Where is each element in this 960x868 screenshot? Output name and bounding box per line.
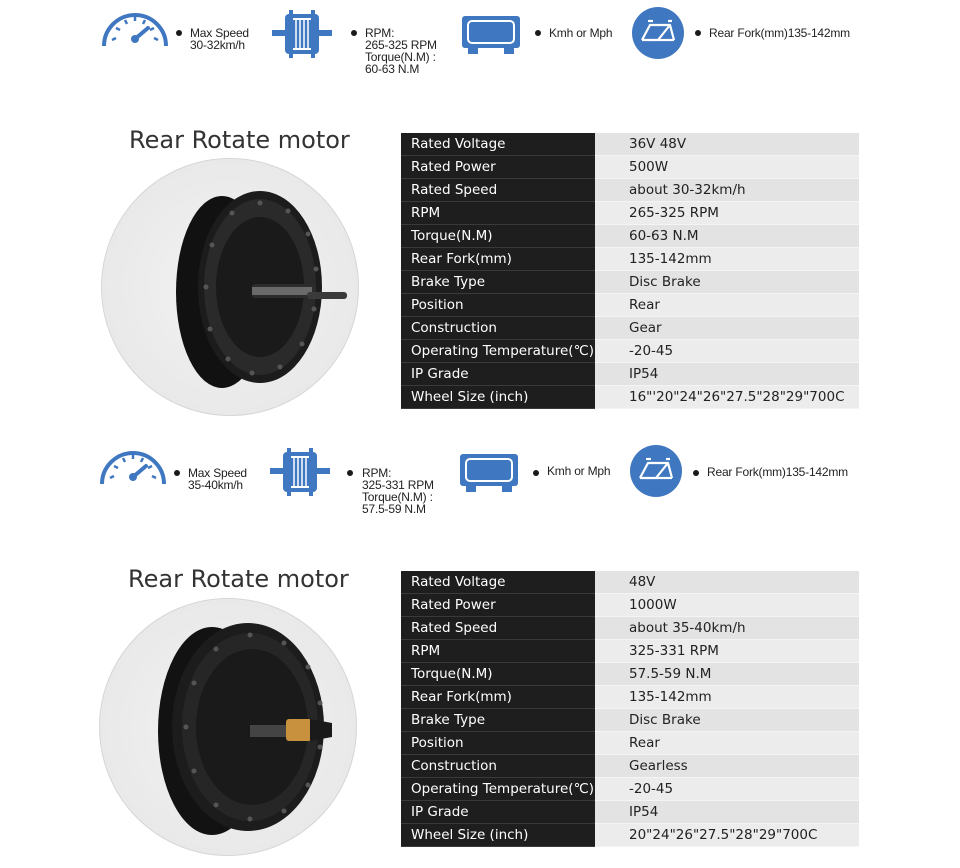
fork-feature xyxy=(709,27,850,39)
bullet xyxy=(695,30,701,36)
spec-value: 16"'20"24"26"27.5"28"29"700C xyxy=(595,386,859,409)
spec-value: Gear xyxy=(595,317,859,340)
max-speed-value: 35-40km/h xyxy=(188,478,243,492)
bike-frame-icon xyxy=(630,445,682,497)
spec-key: Rear Fork(mm) xyxy=(401,248,595,271)
spec-key: Construction xyxy=(401,317,595,340)
bullet xyxy=(535,30,541,36)
spec-key: Rated Speed xyxy=(401,617,595,640)
spec-value: about 35-40km/h xyxy=(595,617,859,640)
table-row xyxy=(401,709,859,732)
spec-value: -20-45 xyxy=(595,340,859,363)
spec-key: Construction xyxy=(401,755,595,778)
hub-motor-image xyxy=(100,599,356,855)
spec-value: 135-142mm xyxy=(595,248,859,271)
table-row xyxy=(401,133,859,156)
max-speed-feature xyxy=(190,27,249,51)
spec-key: Wheel Size (inch) xyxy=(401,824,595,847)
torque-value: 57.5-59 N.M xyxy=(362,502,426,516)
spec-key: Rear Fork(mm) xyxy=(401,686,595,709)
spec-table-2 xyxy=(401,571,859,847)
table-row xyxy=(401,617,859,640)
spec-value: Disc Brake xyxy=(595,271,859,294)
table-row xyxy=(401,179,859,202)
spec-key: IP Grade xyxy=(401,363,595,386)
torque-label: Torque(N.M) : xyxy=(362,490,433,504)
table-row xyxy=(401,294,859,317)
spec-value: 36V 48V xyxy=(595,133,859,156)
product-title: Rear Rotate motor xyxy=(128,565,349,593)
table-row xyxy=(401,755,859,778)
fork-label: Rear Fork(mm)135-142mm xyxy=(709,26,850,40)
table-row xyxy=(401,386,859,409)
spec-key: Operating Temperature(℃) xyxy=(401,340,595,363)
torque-value: 60-63 N.M xyxy=(365,62,420,76)
rpm-feature xyxy=(362,467,434,515)
table-row xyxy=(401,801,859,824)
display-label: Kmh or Mph xyxy=(549,26,613,40)
torque-label: Torque(N.M) : xyxy=(365,50,436,64)
spec-value: Disc Brake xyxy=(595,709,859,732)
spec-key: Rated Voltage xyxy=(401,133,595,156)
bike-frame-icon xyxy=(632,7,684,59)
rpm-label: RPM: xyxy=(365,26,395,40)
hub-motor-icon xyxy=(270,446,330,498)
bullet xyxy=(351,30,357,36)
table-row xyxy=(401,225,859,248)
spec-key: Wheel Size (inch) xyxy=(401,386,595,409)
spec-value: Gearless xyxy=(595,755,859,778)
spec-table-1 xyxy=(401,133,859,409)
spec-value: 500W xyxy=(595,156,859,179)
spec-key: IP Grade xyxy=(401,801,595,824)
fork-feature xyxy=(707,466,848,478)
table-row xyxy=(401,340,859,363)
table-row xyxy=(401,248,859,271)
spec-key: Torque(N.M) xyxy=(401,225,595,248)
max-speed-label: Max Speed xyxy=(190,26,249,40)
table-row xyxy=(401,156,859,179)
spec-key: Position xyxy=(401,732,595,755)
table-row xyxy=(401,732,859,755)
spec-value: Rear xyxy=(595,732,859,755)
spec-value: 1000W xyxy=(595,594,859,617)
table-row xyxy=(401,824,859,847)
display-feature xyxy=(549,27,612,39)
max-speed-feature xyxy=(188,467,247,491)
table-row xyxy=(401,594,859,617)
rpm-value: 325-331 RPM xyxy=(362,478,434,492)
spec-key: Rated Power xyxy=(401,594,595,617)
spec-key: Rated Power xyxy=(401,156,595,179)
spec-key: Torque(N.M) xyxy=(401,663,595,686)
table-row xyxy=(401,686,859,709)
max-speed-label: Max Speed xyxy=(188,466,247,480)
speedometer-icon xyxy=(98,446,168,486)
fork-label: Rear Fork(mm)135-142mm xyxy=(707,465,848,479)
table-row xyxy=(401,317,859,340)
spec-value: -20-45 xyxy=(595,778,859,801)
motor-photo-frame xyxy=(101,158,359,416)
feature-row-1 xyxy=(0,0,960,90)
spec-value: 135-142mm xyxy=(595,686,859,709)
bullet xyxy=(174,470,180,476)
table-row xyxy=(401,640,859,663)
hub-motor-icon xyxy=(272,8,332,60)
spec-value: 57.5-59 N.M xyxy=(595,663,859,686)
spec-value: Rear xyxy=(595,294,859,317)
spec-value: IP54 xyxy=(595,801,859,824)
table-row xyxy=(401,202,859,225)
spec-value: 325-331 RPM xyxy=(595,640,859,663)
spec-value: 265-325 RPM xyxy=(595,202,859,225)
bullet xyxy=(533,470,539,476)
display-label: Kmh or Mph xyxy=(547,464,611,478)
table-row xyxy=(401,363,859,386)
spec-key: Brake Type xyxy=(401,271,595,294)
spec-value: 48V xyxy=(595,571,859,594)
display-icon xyxy=(462,16,520,54)
spec-value: 60-63 N.M xyxy=(595,225,859,248)
table-row xyxy=(401,271,859,294)
spec-key: RPM xyxy=(401,640,595,663)
table-row xyxy=(401,571,859,594)
spec-key: Operating Temperature(℃) xyxy=(401,778,595,801)
display-feature xyxy=(547,465,610,477)
display-icon xyxy=(460,454,518,492)
spec-key: RPM xyxy=(401,202,595,225)
rpm-feature xyxy=(365,27,437,75)
spec-value: 20"24"26"27.5"28"29"700C xyxy=(595,824,859,847)
speedometer-icon xyxy=(100,8,170,48)
spec-key: Brake Type xyxy=(401,709,595,732)
spec-key: Position xyxy=(401,294,595,317)
hub-motor-image xyxy=(102,159,358,415)
bullet xyxy=(347,470,353,476)
spec-key: Rated Speed xyxy=(401,179,595,202)
spec-value: IP54 xyxy=(595,363,859,386)
feature-row-2 xyxy=(0,440,960,530)
bullet xyxy=(176,30,182,36)
max-speed-value: 30-32km/h xyxy=(190,38,245,52)
rpm-label: RPM: xyxy=(362,466,392,480)
product-title: Rear Rotate motor xyxy=(129,126,350,154)
spec-value: about 30-32km/h xyxy=(595,179,859,202)
table-row xyxy=(401,663,859,686)
table-row xyxy=(401,778,859,801)
motor-photo-frame xyxy=(99,598,357,856)
bullet xyxy=(693,470,699,476)
rpm-value: 265-325 RPM xyxy=(365,38,437,52)
spec-key: Rated Voltage xyxy=(401,571,595,594)
